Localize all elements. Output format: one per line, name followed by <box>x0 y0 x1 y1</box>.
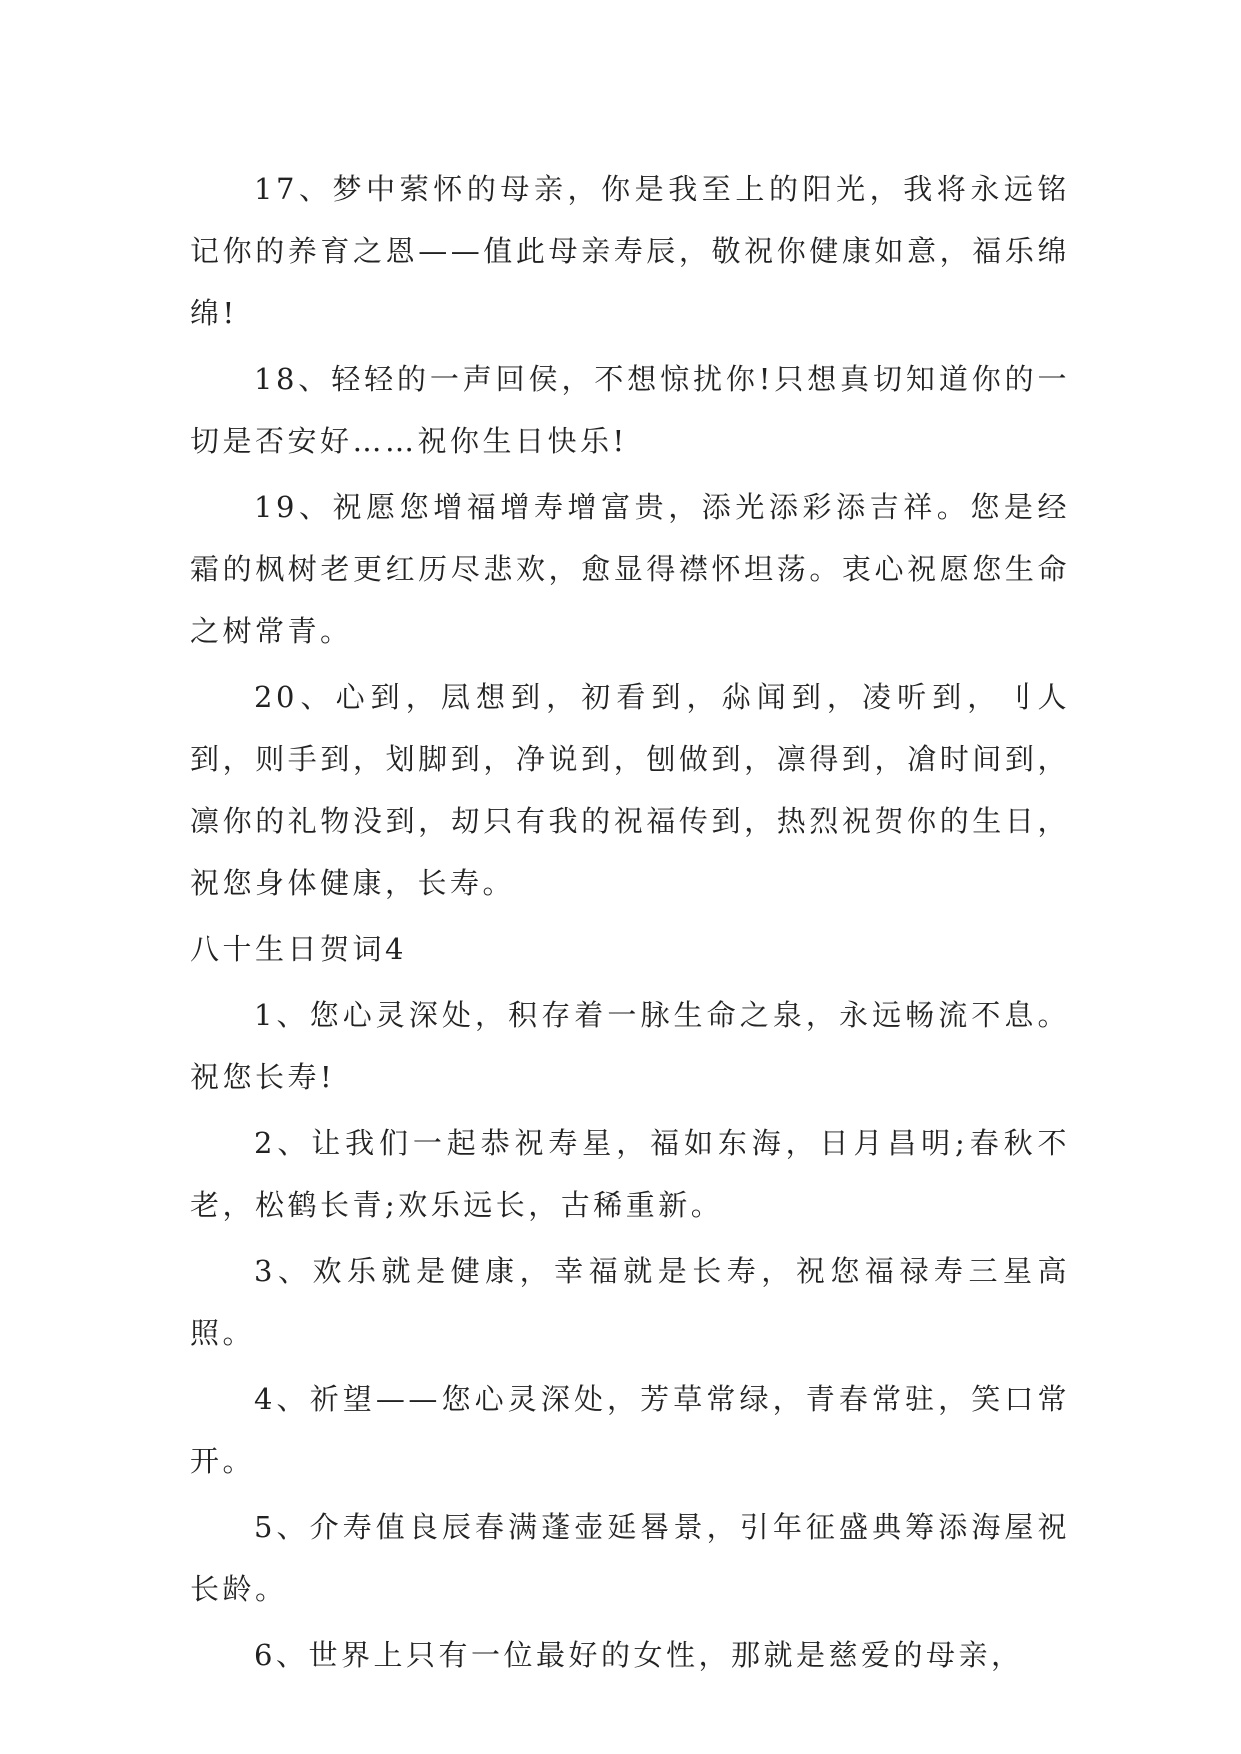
paragraph-1: 1、您心灵深处，积存着一脉生命之泉，永远畅流不息。祝您长寿! <box>190 998 1070 1094</box>
paragraph-19: 19、祝愿您增福增寿增富贵，添光添彩添吉祥。您是经霜的枫树老更红历尽悲欢，愈显得襟怀坦荡。衷心祝愿您生命之树常青。 <box>190 490 1070 648</box>
paragraph-4: 4、祈望——您心灵深处，芳草常绿，青春常驻，笑口常开。 <box>190 1382 1070 1478</box>
paragraph-5: 5、介寿值良辰春满蓬壶延晷景，引年征盛典筹添海屋祝长龄。 <box>190 1510 1070 1606</box>
paragraph-20: 20、心到，凨想到，初看到，尛闻到，凌听到，刂人到，则手到，划脚到，净说到，刨做到，凛得到，凔时间到，凛你的礼物没到，刧只有我的祝福传到，热烈祝贺你的生日，祝您身体健康，长寿。 <box>190 680 1070 900</box>
document-body <box>190 158 1070 1690</box>
paragraph-17: 17、梦中萦怀的母亲，你是我至上的阳光，我将永远铭记你的养育之恩——值此母亲寿辰，敬祝你健康如意，福乐绵绵! <box>190 172 1070 330</box>
paragraph-18: 18、轻轻的一声回侯，不想惊扰你!只想真切知道你的一切是否安好……祝你生日快乐! <box>190 362 1070 458</box>
paragraph-3: 3、欢乐就是健康，幸福就是长寿，祝您福禄寿三星高照。 <box>190 1254 1070 1350</box>
paragraph-2: 2、让我们一起恭祝寿星，福如东海，日月昌明;春秋不老，松鹤长青;欢乐远长，古稀重新。 <box>190 1126 1070 1222</box>
section-heading: 八十生日贺词4 <box>190 932 407 966</box>
paragraph-6: 6、世界上只有一位最好的女性，那就是慈爱的母亲， <box>254 1638 1024 1672</box>
